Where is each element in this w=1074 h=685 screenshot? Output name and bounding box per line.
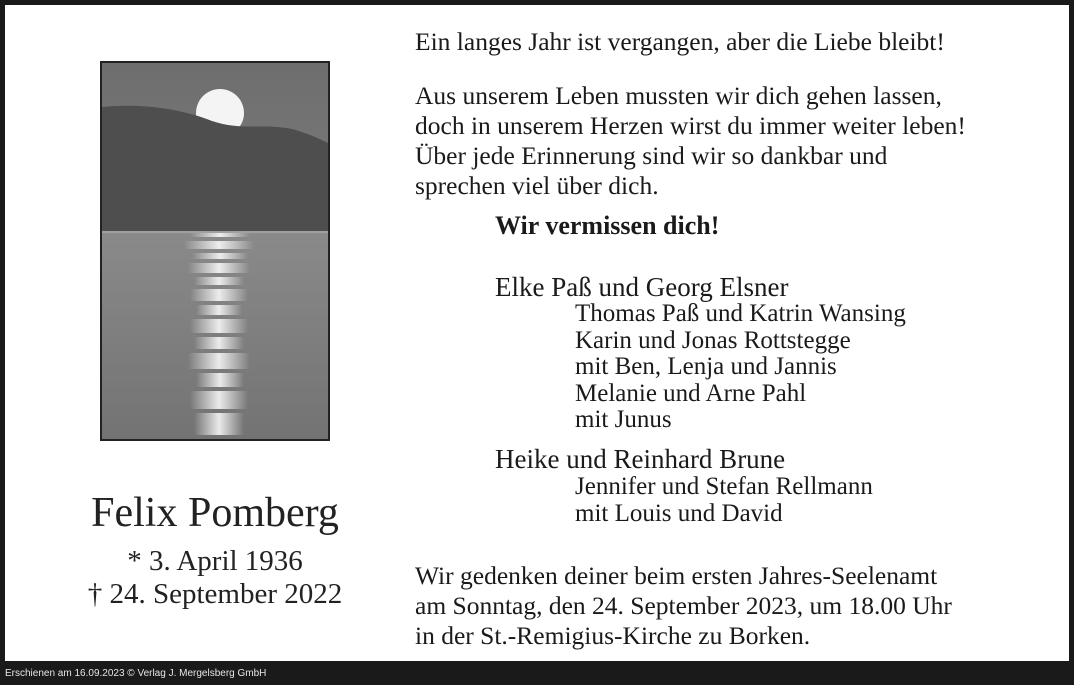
heading: Wir vermissen dich! bbox=[495, 211, 720, 240]
service-info bbox=[415, 561, 952, 651]
family-members-2 bbox=[575, 474, 873, 527]
service-line: Wir gedenken deiner beim ersten Jahres-Seelenamt bbox=[415, 561, 938, 590]
sunset-photo bbox=[100, 61, 330, 441]
family-member: mit Ben, Lenja und Jannis bbox=[575, 353, 837, 380]
intro-line: Ein langes Jahr ist vergangen, aber die Liebe bleibt! bbox=[415, 27, 945, 56]
poem-line: doch in unserem Herzen wirst du immer weiter leben! bbox=[415, 111, 966, 140]
deceased-name: Felix Pomberg bbox=[91, 490, 339, 536]
sunset-lake-image bbox=[102, 63, 328, 439]
service-line: am Sonntag, den 24. September 2023, um 18.00 Uhr bbox=[415, 591, 952, 620]
family-member: Thomas Paß und Katrin Wansing bbox=[575, 300, 906, 327]
death-date: † 24. September 2022 bbox=[87, 578, 343, 610]
family-member: Jennifer und Stefan Rellmann bbox=[575, 473, 873, 500]
family-member: mit Louis und David bbox=[575, 499, 783, 527]
service-line: in der St.-Remigius-Kirche zu Borken. bbox=[415, 621, 811, 650]
family-member: Karin und Jonas Rottstegge bbox=[575, 326, 851, 354]
family-head-2: Heike und Reinhard Brune bbox=[495, 444, 786, 474]
poem-line: Aus unserem Leben mussten wir dich gehen lassen, bbox=[415, 81, 942, 110]
poem-line: Über jede Erinnerung sind wir so dankbar und bbox=[415, 141, 888, 170]
birth-date: * 3. April 1936 bbox=[127, 545, 303, 577]
family-member: mit Junus bbox=[575, 406, 672, 433]
poem-line: sprechen viel über dich. bbox=[415, 171, 659, 200]
obituary-notice bbox=[5, 5, 1069, 661]
family-member: Melanie und Arne Pahl bbox=[575, 379, 807, 407]
publisher-footer: Erschienen am 16.09.2023 © Verlag J. Mergelsberg GmbH bbox=[5, 668, 267, 679]
family-members-1 bbox=[575, 301, 906, 434]
family-head-1: Elke Paß und Georg Elsner bbox=[495, 272, 789, 302]
poem bbox=[415, 81, 966, 201]
